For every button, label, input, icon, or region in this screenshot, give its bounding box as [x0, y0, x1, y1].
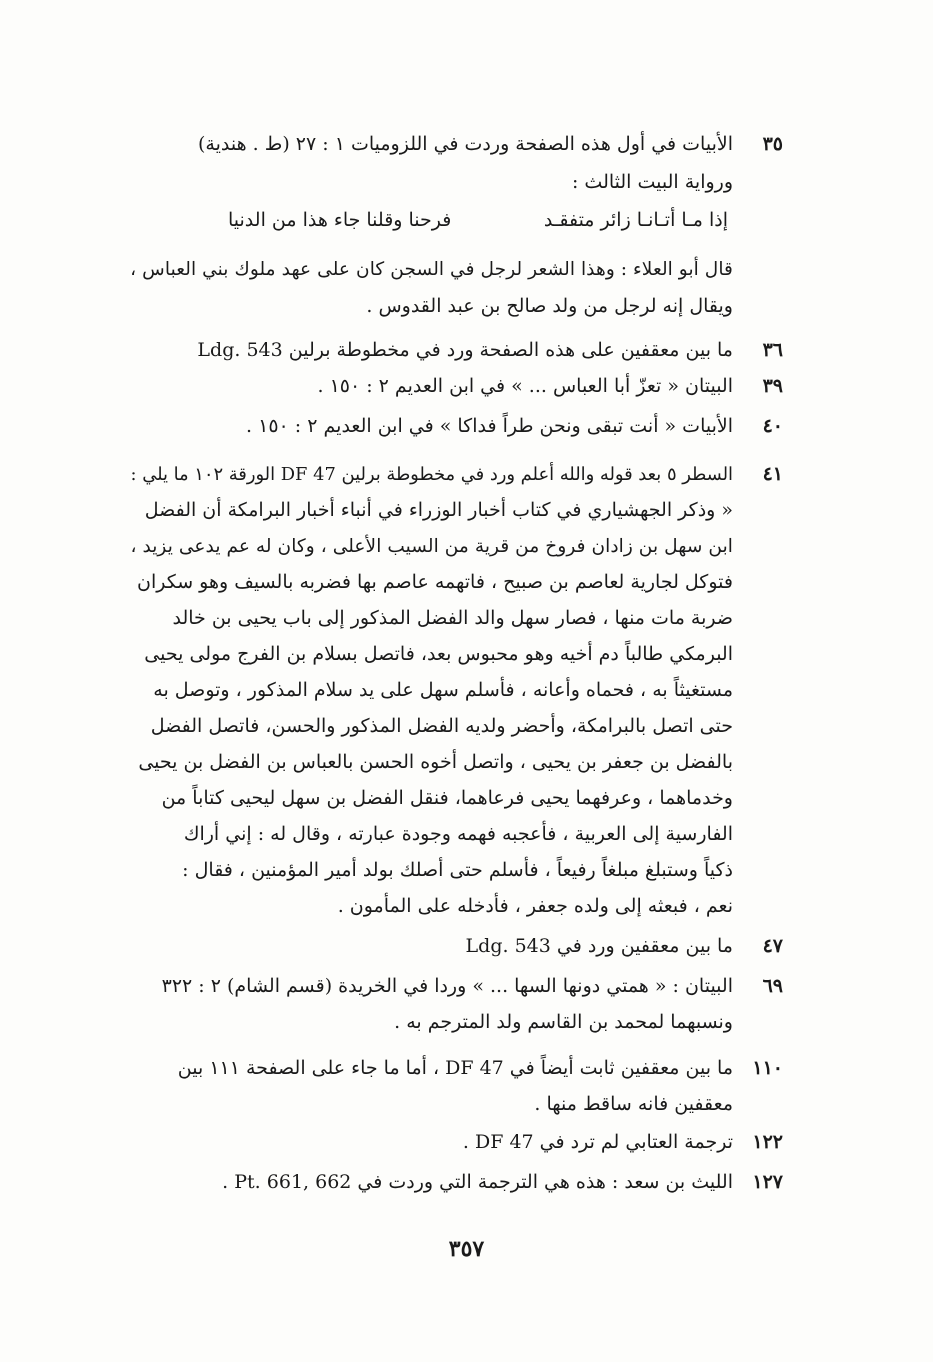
- note-line: حتى اتصل بالبرامكة، وأحضر ولديه الفضل المذكور والحسن، فاتصل الفضل: [150, 715, 733, 737]
- note-line: ترجمة العتابي لم ترد في DF 47 .: [462, 1131, 733, 1153]
- note-line: السطر ٥ بعد قوله والله أعلم ورد في مخطوطة برلين DF 47 الورقة ١٠٢ ما يلي :: [130, 464, 733, 485]
- note-number: ٤١: [762, 463, 783, 485]
- note-line: وخدماهما ، وعرفهما يحيى فرعاهما، فنقل الفضل بن سهل ليحيى كتاباً من: [161, 787, 733, 809]
- note-line: فتوكل لجارية لعاصم بن صبيح ، فاتهمه عاصم بها فضربه بالسيف وهو سكران: [136, 571, 733, 593]
- note-line: البرمكي طالباً دم أخيه وهو محبوس بعد، فاتصل بسلام بن الفرج مولى يحيى: [144, 643, 733, 665]
- verse-hemistich-right: إذا مـا أتـانـا زائر متفقـد: [543, 209, 728, 231]
- note-line: نعم ، فبعثه إلى ولده جعفر ، فأدخله على المأمون .: [337, 895, 733, 917]
- note-line: البيتان : « همتي دونها السها ... » وردا في الخريدة (قسم الشام) ٢ : ٣٢٢: [161, 975, 733, 997]
- page-number: ٣٥٧: [448, 1236, 485, 1262]
- note-line: معقفين فانه ساقط منها .: [534, 1093, 733, 1115]
- note-number: ٣٩: [762, 375, 783, 397]
- note-line: قال أبو العلاء : وهذا الشعر لرجل في السجن كان على عهد ملوك بني العباس ،: [130, 259, 733, 280]
- note-number: ١٢٢: [752, 1131, 783, 1153]
- note-line: ما بين معقفين ثابت أيضاً في DF 47 ، أما ما جاء على الصفحة ١١١ بين: [177, 1057, 733, 1079]
- note-number: ١١٠: [752, 1057, 783, 1079]
- note-line: ما بين معقفين ورد في Ldg. 543: [465, 935, 733, 957]
- note-line: ابن سهل بن زادان فروخ من قرية من السيب الأعلى ، وكان له عم يدعى يزيد ،: [130, 536, 733, 557]
- note-line: الليث بن سعد : هذه هي الترجمة التي وردت في Pt. 661, 662 .: [222, 1171, 733, 1193]
- note-line: البيتان « تعزّ أبا العباس ... » في ابن العديم ٢ : ١٥٠ .: [317, 375, 733, 397]
- note-line: ورواية البيت الثالث :: [571, 171, 733, 193]
- note-line: مستغيثاً به ، فحماه وأعانه ، فأسلم سهل على يد سلام المذكور ، وتوصل به: [153, 679, 733, 701]
- note-number: ٦٩: [762, 975, 783, 997]
- note-number: ١٢٧: [752, 1171, 783, 1193]
- note-number: ٣٥: [762, 133, 783, 155]
- note-line: ضربة مات منها ، فصار سهل والد الفضل المذكور إلى باب يحيى بن خالد: [172, 607, 733, 629]
- note-line: « وذكر الجهشياري في كتاب أخبار الوزراء في أنباء أخبار البرامكة أن الفضل: [144, 499, 733, 521]
- note-line: الفارسية إلى العربية ، فأعجبه فهمه وجودة عبارته ، وقال له : إني أراك: [183, 823, 733, 845]
- note-number: ٤٠: [762, 415, 783, 437]
- note-line: ويقال إنه لرجل من ولد صالح بن عبد القدوس .: [366, 295, 733, 317]
- note-line: ونسبهما لمحمد بن القاسم ولد المترجم به .: [394, 1011, 733, 1033]
- note-line: ذكياً وستبلغ مبلغاً رفيعاً ، فأسلم حتى أصلك بولد أمير المؤمنين ، فقال :: [182, 859, 733, 881]
- note-line: الأبيات في أول هذه الصفحة وردت في اللزوميات ١ : ٢٧ (ط . هندية): [198, 133, 733, 155]
- note-line: ما بين معقفين على هذه الصفحة ورد في مخطوطة برلين Ldg. 543: [197, 339, 733, 361]
- note-line: الأبيات « أنت تبقى ونحن طراً فداكا » في ابن العديم ٢ : ١٥٠ .: [246, 415, 733, 437]
- note-number: ٣٦: [762, 339, 783, 361]
- note-line: بالفضل بن جعفر بن يحيى ، واتصل أخوه الحسن بالعباس بن الفضل بن يحيى: [138, 751, 733, 773]
- note-number: ٤٧: [762, 935, 783, 957]
- verse-hemistich-left: فرحنا وقلنا جاء هذا من الدنيا: [228, 209, 452, 231]
